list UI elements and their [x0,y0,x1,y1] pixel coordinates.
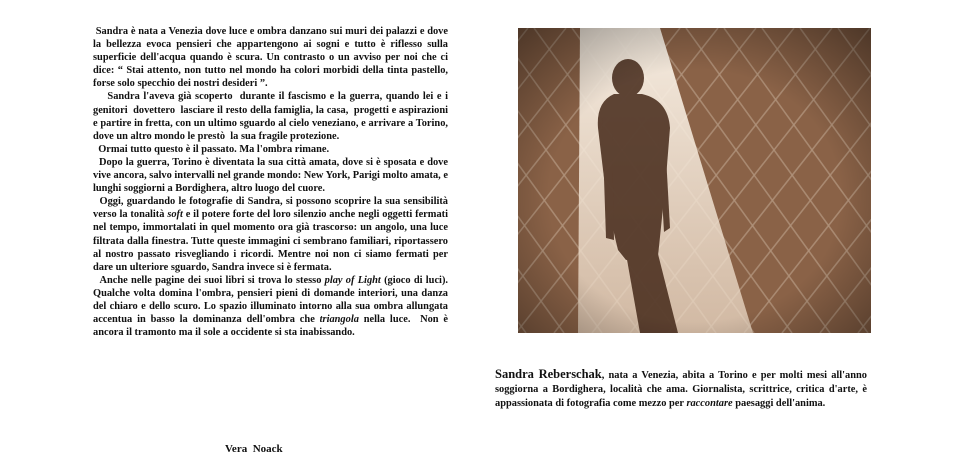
article-paragraph [93,156,448,195]
italic-text: triangola [319,314,359,326]
paragraph-text: (gioco di luci). Qualche volta domina l'ombra, pensieri pieni di domande interiori, una danza del chiaro e dello scuro. Lo spazio illuminato intorno alla sua ombra allungata accentua in basso la dominanza dell'ombra che [93,274,449,326]
paragraph-text: Anche nelle pagine dei suoi libri si trova lo stesso [93,274,325,286]
caption-segment: paesaggi dell'anima. [732,398,826,410]
article-paragraph [93,90,448,142]
shadow-photo-image [518,28,871,333]
signature: Vera Noack [225,443,283,455]
paragraph-text: e il potere forte del loro silenzio anche negli oggetti fermati nel tempo, immortalati in quel momento ora già trascorso: un angolo, una luce filtrata dalla finestra. Tutte queste immagini ci sembrano familiari, riportassero al nostro passato risvegliando i ricordi. Mentre noi non ci siamo fermati per dare un ulteriore sguardo, Sandra invece si è fermata. [93,209,448,273]
paragraph-text: Sandra l'aveva già scoperto durante il fascismo e la guerra, quando lei e i genitori dovettero lasciare il resto della famiglia, la casa, progetti e aspirazioni e partire in fretta, con un ultimo sguardo al cielo veneziano, e arrivare a Torino, dove un altro mondo le prestò la sua fragile protezione. [93,91,448,142]
paragraph-text: Ormai tutto questo è il passato. Ma l'ombra rimane. [93,143,330,155]
article-body [93,25,448,339]
photo-caption [495,367,867,412]
paragraph-text: nella luce. Non è ancora il tramonto ma il sole a occidente si sta inabissando. [93,314,448,339]
paragraph-text: Dopo la guerra, Torino è diventata la sua città amata, dove si è sposata e dove vive ancora, salvo intervalli nel grande mondo: New York, Parigi molto amata, e lunghi soggiorni a Bordighera, altro luogo del cuore. [93,156,448,195]
caption-author: Sandra Reberschak [495,367,602,381]
article-paragraph [93,274,448,339]
paragraph-text: Oggi, guardando le fotografie di Sandra, si possono scoprire la sua sensibilità verso la tonalità [93,196,448,221]
italic-text: soft [167,209,183,221]
article-paragraph [93,25,448,90]
italic-text: raccontare [686,398,733,410]
caption-segment: , nata a Venezia, abita a Torino e per molti mesi all'anno soggiorna a Bordighera, località che ama. Giornalista, scrittrice, critica d'arte, è appassionata di fotografia come mezzo per [495,370,867,410]
paragraph-text: Sandra è nata a Venezia dove luce e ombra danzano sui muri dei palazzi e dove la bellezza evoca pensieri che appartengono ai sogni e tutto è riflesso sulla superficie dell'acqua quando è scura. Un contrasto o un avviso per noi che ci dice: “ Stai attento, non tutto nel mondo ha colori morbidi della tinta pastello, forse solo specchio dei nostri desideri ”. [93,26,448,90]
article-paragraph [93,143,448,156]
italic-text: play of Light [324,274,381,286]
shadow-photo [518,28,871,333]
article-paragraph [93,195,448,274]
